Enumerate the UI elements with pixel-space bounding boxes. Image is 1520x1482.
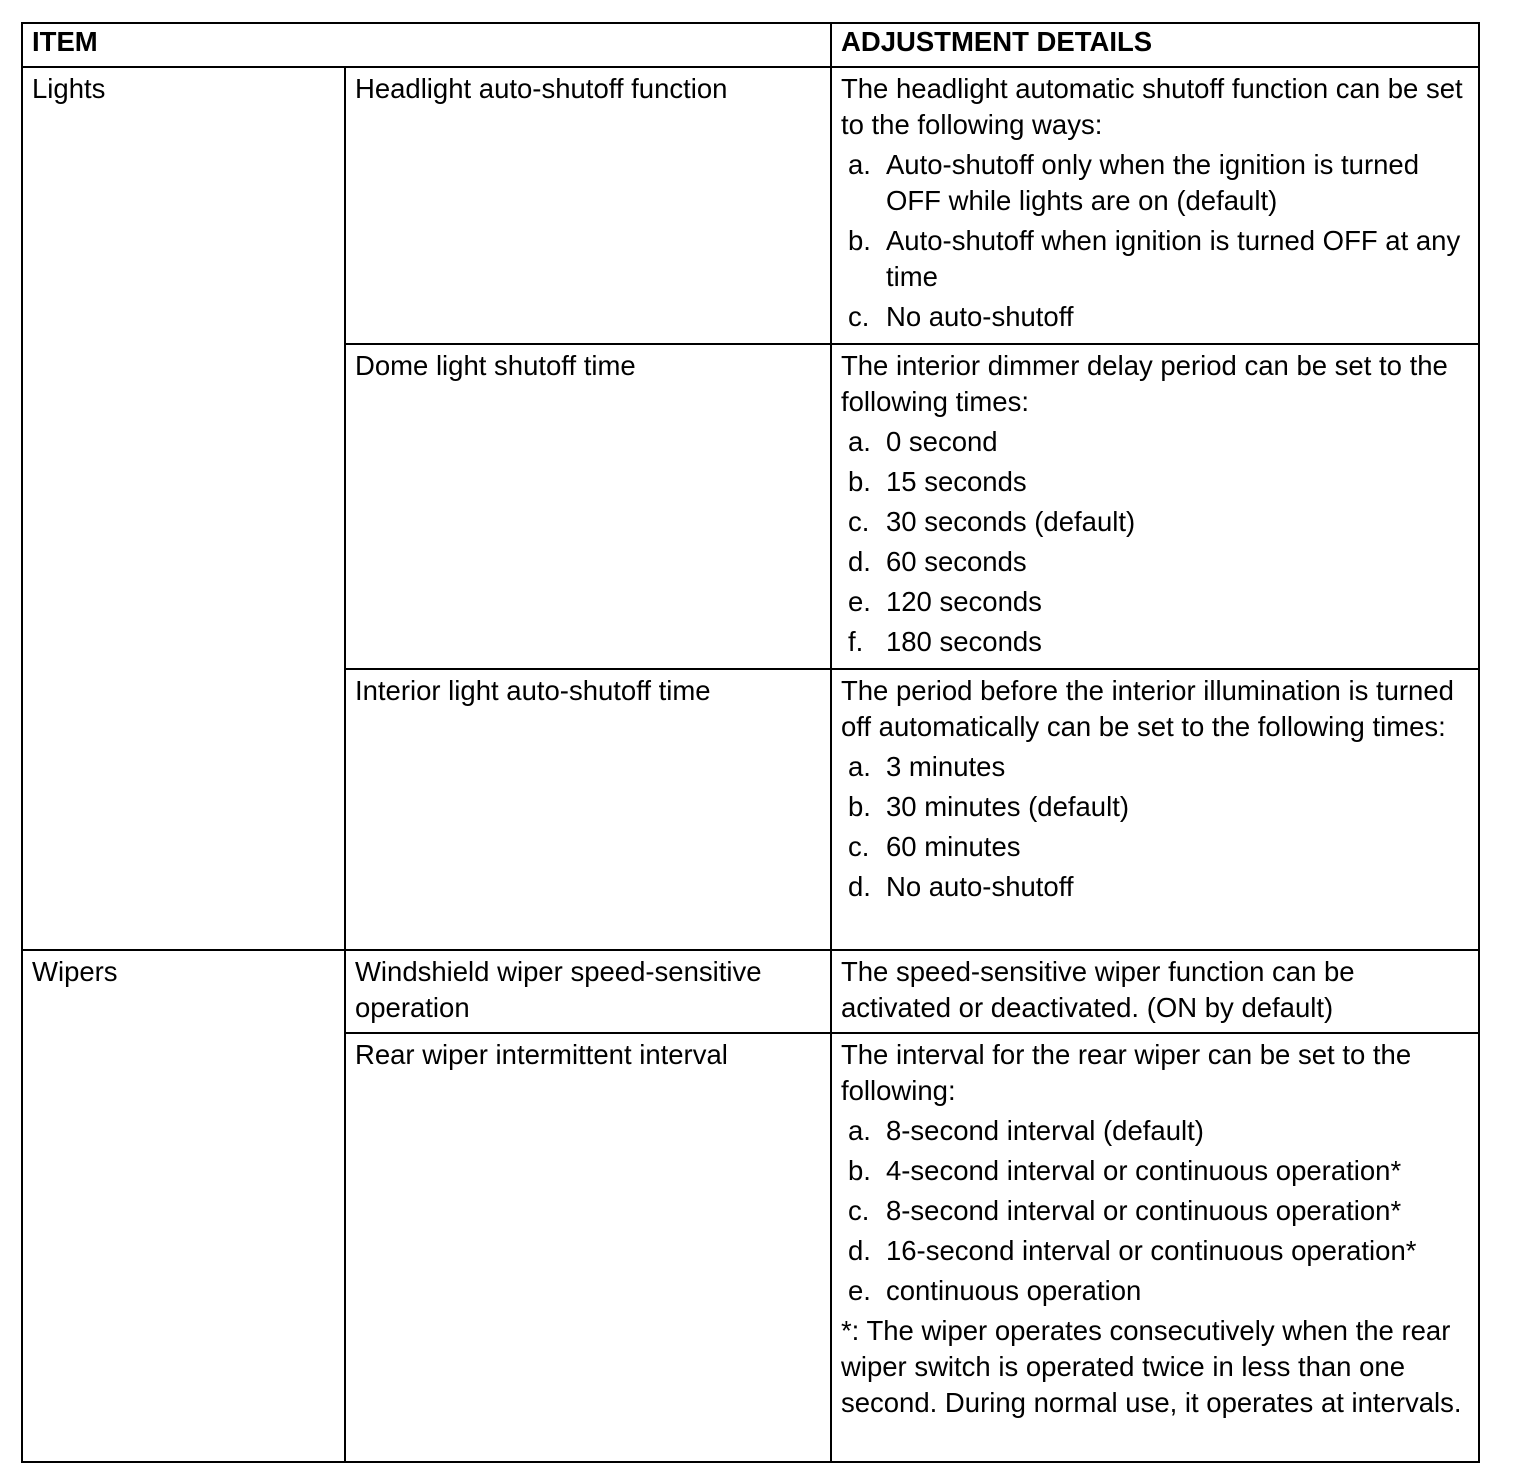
list-item [841,1233,1470,1269]
options-list [841,749,1470,905]
option-letter: d. [847,1235,871,1266]
option-text: 4-second interval or continuous operation* [885,1155,1402,1186]
option-text: 15 seconds [885,466,1027,497]
option-letter: b. [847,225,871,256]
options-list [841,147,1470,335]
option-text: 8-second interval or continuous operation* [885,1195,1402,1226]
list-item [841,749,1470,785]
list-item [841,869,1470,905]
option-letter: c. [847,1195,870,1226]
details-intro: The interior dimmer delay period can be set to the following times: [840,350,1448,417]
list-item [841,504,1470,540]
option-text: 8-second interval (default) [885,1115,1204,1146]
list-item [841,789,1470,825]
option-text: 120 seconds [885,586,1042,617]
option-text: 30 seconds (default) [885,506,1136,537]
option-text: No auto-shutoff [885,301,1074,332]
option-text: continuous operation [885,1275,1142,1306]
item-name: Interior light auto-shutoff time [345,669,831,950]
item-name: Rear wiper intermittent interval [345,1033,831,1462]
list-item [841,424,1470,460]
list-item [841,1273,1470,1309]
options-list [841,424,1470,660]
group-label-lights: Lights [22,67,345,950]
option-letter: a. [847,426,871,457]
options-list [841,1113,1470,1309]
option-letter: b. [847,1155,871,1186]
option-letter: d. [847,871,871,902]
option-text: No auto-shutoff [885,871,1074,902]
item-details [831,67,1479,344]
list-item [841,223,1470,295]
option-text: 0 second [885,426,998,457]
option-letter: a. [847,149,871,180]
option-letter: b. [847,466,871,497]
option-letter: c. [847,506,870,537]
list-item [841,829,1470,865]
option-letter: c. [847,301,870,332]
item-header: ITEM [22,23,831,67]
item-name: Dome light shutoff time [345,344,831,669]
details-intro: The headlight automatic shutoff function can be set to the following ways: [840,73,1463,140]
option-letter: c. [847,831,870,862]
list-item [841,1193,1470,1229]
list-item [841,147,1470,219]
list-item [841,584,1470,620]
option-letter: d. [847,546,871,577]
option-text: Auto-shutoff only when the ignition is turned OFF while lights are on (default) [885,149,1419,216]
option-letter: a. [847,751,871,782]
option-text: 3 minutes [885,751,1006,782]
list-item [841,299,1470,335]
item-details [831,950,1479,1033]
adjustment-table [21,22,1480,1463]
item-details [831,344,1479,669]
list-item [841,544,1470,580]
details-intro: The period before the interior illumination is turned off automatically can be set to the following times: [840,675,1454,742]
footnote: *: The wiper operates consecutively when the rear wiper switch is operated twice in less than one second. During normal use, it operates at intervals. [840,1315,1462,1418]
option-letter: e. [847,586,871,617]
option-text: 180 seconds [885,626,1042,657]
list-item [841,624,1470,660]
option-text: Auto-shutoff when ignition is turned OFF at any time [885,225,1461,292]
table-header-row [22,23,1479,67]
option-text: 60 seconds [885,546,1027,577]
item-name: Headlight auto-shutoff function [345,67,831,344]
group-label-wipers: Wipers [22,950,345,1462]
option-text: 30 minutes (default) [885,791,1130,822]
option-text: 16-second interval or continuous operation* [885,1235,1417,1266]
item-details [831,1033,1479,1462]
option-letter: e. [847,1275,871,1306]
details-intro: The speed-sensitive wiper function can be activated or deactivated. (ON by default) [840,956,1355,1023]
table-row [22,950,1479,1033]
option-letter: b. [847,791,871,822]
option-letter: a. [847,1115,871,1146]
list-item [841,1153,1470,1189]
details-header: ADJUSTMENT DETAILS [831,23,1479,67]
table-row [22,67,1479,344]
option-letter: f. [847,626,864,657]
option-text: 60 minutes [885,831,1021,862]
item-name: Windshield wiper speed-sensitive operation [345,950,831,1033]
list-item [841,1113,1470,1149]
list-item [841,464,1470,500]
item-details [831,669,1479,950]
details-intro: The interval for the rear wiper can be set to the following: [840,1039,1412,1106]
